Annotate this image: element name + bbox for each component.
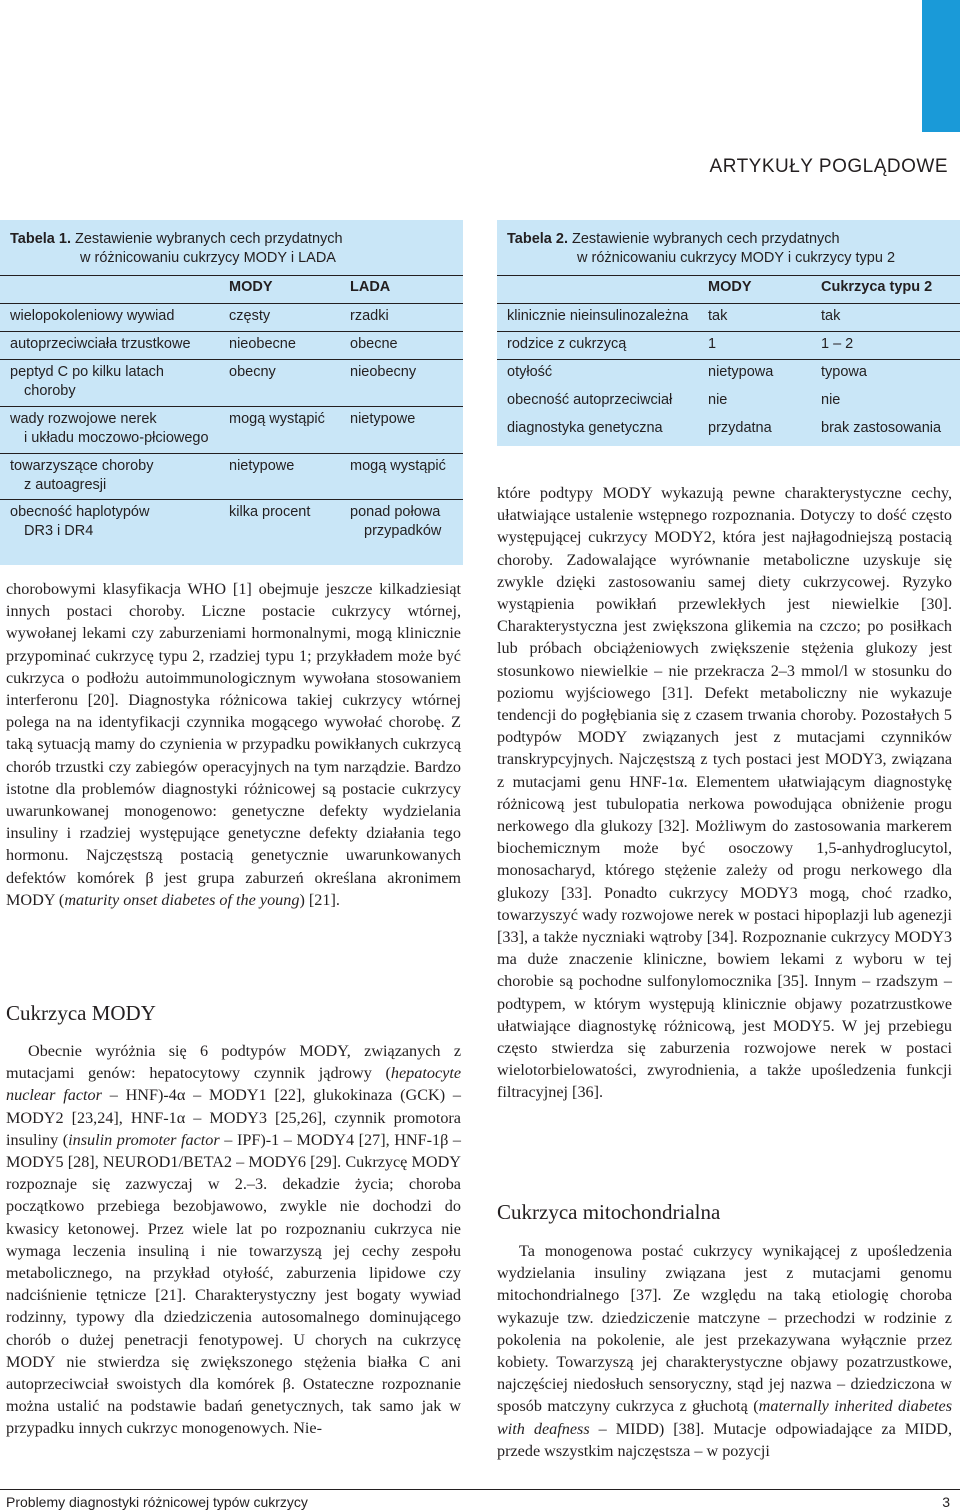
table-1-row-0-lada: rzadki — [350, 308, 389, 324]
table-1-row-3-lada: nietypowe — [350, 411, 416, 427]
table-1-col-mody: MODY — [229, 279, 273, 295]
table-2-rule-0 — [497, 331, 960, 332]
table-1-row-5-label-cont: DR3 i DR4 — [24, 523, 94, 539]
table-1-row-2-label-cont: choroby — [24, 383, 76, 399]
table-2-row-4-label: diagnostyka genetyczna — [507, 420, 663, 436]
table-2-row-3-type2: nie — [821, 392, 841, 408]
table-1-rule-head — [0, 303, 463, 304]
table-2-col-type2: Cukrzyca typu 2 — [821, 279, 933, 295]
left-para1-italic: maturity onset diabetes of the young — [64, 890, 300, 909]
table-1-row-5-mody: kilka procent — [229, 504, 311, 520]
table-2-rule-top — [497, 275, 960, 276]
left-para2-b: – HNF)-4α – MODY1 [22], glukokinaza (GCK) – MODY2 [23,24], HNF-1α – MODY3 [25,26], czynnik promotora insuliny ( — [6, 1086, 461, 1149]
footer-rule — [0, 1489, 960, 1490]
page-number: 3 — [942, 1494, 950, 1510]
table-2-row-0-mody: tak — [708, 308, 728, 324]
table-2-rule-1 — [497, 359, 960, 360]
table-1-row-1-mody: nieobecne — [229, 336, 296, 352]
left-para1-text: chorobowymi klasyfikacja WHO [1] obejmuje jeszcze kilkadziesiąt innych postaci choroby. Liczne postacie cukrzycy wtórnej, wywołanej lekami czy zaburzeniami hormonalnymi, mogą klinicznie przypominać cukrzycę typu 2, rzadziej typu 1; przykładem może być cukrzyca o podłożu autoimmunologicznym wywołana stosowaniem interferonu [20]. Diagnostyka różnicowa takiej cukrzycy wtórnej polega na na identyfikacji czynnika mogącego wywołać chorobę. Z taką sytuacją mamy do czynienia w przypadku powikłanych cukrzycą chorób trzustki czy zabiegów operacyjnych na tym narządzie. Bardzo istotne dla problemów diagnostyki różnicowej są postacie cukrzycy uwarunkowanej monogenowo: genetyczne defekty wydzielania insuliny i rzadziej występujące genetyczne defekty działania tego hormonu. Najczęstszą postacią genetycznie uwarunkowanych defektów komórek β jest grupa zaburzeń określana akronimem MODY ( — [6, 580, 461, 909]
table-2-col-mody: MODY — [708, 279, 752, 295]
table-1-row-4-label-cont: z autoagresji — [24, 477, 107, 493]
right-para2-italic: maternally inherited diabetes with deafness — [497, 1397, 952, 1438]
right-column-text — [497, 482, 952, 1104]
table-1 — [0, 220, 463, 565]
left-column-text — [6, 578, 461, 911]
table-1-row-1-lada: obecne — [350, 336, 398, 352]
table-1-rule-top — [0, 275, 463, 276]
table-2-row-0-label: klinicznie nieinsulinozależna — [507, 308, 689, 324]
table-1-row-3-label: wady rozwojowe nerek — [10, 411, 157, 427]
table-2-row-2-label: otyłość — [507, 364, 553, 380]
table-1-row-2-label: peptyd C po kilku latach — [10, 364, 164, 380]
table-1-row-4-mody: nietypowe — [229, 458, 295, 474]
right-paragraph-2 — [497, 1240, 952, 1462]
table-1-rule-3 — [0, 453, 463, 454]
table-1-row-0-label: wielopokoleniowy wywiad — [10, 308, 175, 324]
table-1-row-4-lada: mogą wystąpić — [350, 458, 446, 474]
footer-title: Problemy diagnostyki różnicowej typów cukrzycy — [6, 1494, 308, 1510]
left-para2-italic-2: insulin promoter factor — [68, 1130, 220, 1149]
table-2-row-1-mody: 1 — [708, 336, 717, 352]
table-1-row-2-mody: obecny — [229, 364, 276, 380]
table-2-row-0-type2: tak — [821, 308, 841, 324]
table-2-rule-head — [497, 303, 960, 304]
right-column-text-2 — [497, 1240, 952, 1462]
table-2-caption-line2: w różnicowaniu cukrzycy MODY i cukrzycy typu 2 — [577, 250, 896, 266]
table-1-row-5-lada-cont: przypadków — [364, 523, 442, 539]
table-1-rule-1 — [0, 359, 463, 360]
table-2-row-2-mody: nietypowa — [708, 364, 774, 380]
heading-mitochondrial: Cukrzyca mitochondrialna — [497, 1200, 721, 1224]
table-1-row-5-lada: ponad połowa — [350, 504, 441, 520]
table-2-row-4-mody: przydatna — [708, 420, 772, 436]
right-paragraph-1: które podtypy MODY wykazują pewne charakterystyczne cechy, ułatwiające ustalenie wstępnego rozpoznania. Dotyczy to dość często występującej cukrzycy MODY2, która jest najłagodniejszą postacią choroby. Zadowalające wyrównanie metaboliczne uzyskuje się zwykle dzięki zastosowaniu samej diety cukrzycowej. Ryzyko wystąpienia powikłań przewlekłych jest niewielkie [30]. Charakterystyczna jest zwiększona glikemia na czczo; po posiłkach lub próbach obciążeniowych zwiększenie stężenia glukozy jest stosunkowo niewielkie – nie przekracza 2–3 mmol/l w stosunku do poziomu wyjściowego [31]. Defekt metaboliczny nie wykazuje tendencji do pogłębiania się z czasem trwania choroby. Pozostałych 5 podtypów MODY związanych jest z mutacjami czynników transkrypcyjnych. Najczęstszą z tych postaci jest MODY3, związana z mutacjami genu HNF-1α. Elementem ułatwiającym diagnostykę różnicową jest tubulopatia nerkowa powodująca obniżenie progu nerkowego dla glukozy [32]. Możliwym do zastosowania markerem biochemicznym może być osoczowy 1,5-anhydroglucytol, monosacharyd, którego stężenie zależy od progu nerkowego dla glukozy [33]. Ponadto cukrzycy MODY3 mogą, choć rzadko, towarzyszyć wady rozwojowe nerek w postaci hipoplazji lub agenezji [33], a także nyczniaki wątroby [34]. Rozpoznanie cukrzycy MODY3 ma duże znaczenie kliniczne, bowiem lekami z wyboru w tej chorobie są pochodne sulfonylomocznika [35]. Innym – rzadszym – podtypem, w którym występują klinicznie objawy pozatrzustkowe ułatwiające diagnostykę różnicową, jest MODY5. W jej przebiegu często stwierdza się zaburzenia rozwojowe nerek w postaci wielotorbielowatości, zwyrodnienia, a także upośledzenia funkcji filtracyjnej [36]. — [497, 484, 952, 1102]
table-2-label: Tabela 2. — [507, 231, 568, 247]
left-paragraph-2 — [6, 1040, 461, 1440]
table-2-row-3-mody: nie — [708, 392, 728, 408]
table-1-row-1-label: autoprzeciwciała trzustkowe — [10, 336, 191, 352]
left-para2-a: Obecnie wyróżnia się 6 podtypów MODY, związanych z mutacjami genów: hepatocytowy czynnik jądrowy ( — [6, 1042, 461, 1083]
left-column-text-2 — [6, 1040, 461, 1440]
table-1-row-2-lada: nieobecny — [350, 364, 417, 380]
table-1-caption-line1: Zestawienie wybranych cech przydatnych — [75, 231, 343, 247]
section-label: ARTYKUŁY POGLĄDOWE — [709, 156, 948, 177]
table-1-label: Tabela 1. — [10, 231, 71, 247]
accent-bar — [922, 0, 960, 132]
table-2-row-1-type2: 1 – 2 — [821, 336, 854, 352]
left-paragraph-1 — [6, 578, 461, 911]
table-2-caption — [507, 230, 895, 268]
table-2-row-3-label: obecność autoprzeciwciał — [507, 392, 673, 408]
table-1-rule-0 — [0, 331, 463, 332]
left-para1-end: ) [21]. — [299, 890, 340, 909]
left-para2-italic-1: hepatocyte nuclear factor — [6, 1064, 461, 1105]
table-1-col-lada: LADA — [350, 279, 391, 295]
left-para2-c: – IPF)-1 – MODY4 [27], HNF-1β – MODY5 [28], NEUROD1/BETA2 – MODY6 [29]. Cukrzycę MODY rozpoznaje się zazwyczaj w 2.–3. dekadzie życia; choroba początkowo przebiega bezobjawowo, zwykle nie dochodzi do kwasicy ketonowej. Przez wiele lat po rozpoznaniu cukrzyca nie wymaga leczenia insuliną i nie towarzyszą jej cechy zespołu metabolicznego, na przykład otyłość, zaburzenia lipidowe czy nadciśnienie tętnicze [21]. Charakterystyczny jest bogaty wywiad rodzinny, typowy dla dziedziczenia autosomalnego dominującego chorób o dużej penetracji fenotypowej. U chorych na cukrzycę MODY nie stwierdza się zwiększonego stężenia białka C ani autoprzeciwciał swoistych dla komórek β. Ostateczne rozpoznanie można ustalić na podstawie badań genetycznych, tak samo jak w przypadku innych cukrzyc monogenowych. Nie- — [6, 1130, 461, 1438]
table-1-rule-4 — [0, 499, 463, 500]
table-2-row-2-type2: typowa — [821, 364, 867, 380]
table-2-row-4-type2: brak zastosowania — [821, 420, 942, 436]
table-1-row-5-label: obecność haplotypów — [10, 504, 150, 520]
right-para2-b: – MIDD) [38]. Mutacje odpowiadające za MIDD, przede wszystkim najczęstsza – w pozycji — [497, 1419, 952, 1460]
table-1-row-3-label-cont: i układu moczowo-płciowego — [24, 430, 209, 446]
table-2-row-1-label: rodzice z cukrzycą — [507, 336, 627, 352]
table-1-caption-line2: w różnicowaniu cukrzycy MODY i LADA — [80, 250, 336, 266]
table-1-row-4-label: towarzyszące choroby — [10, 458, 154, 474]
right-para2-a: Ta monogenowa postać cukrzycy wynikającej z upośledzenia wydzielania insuliny związana jest z mutacjami genomu mitochondrialnego [37]. Ze względu na taką etiologię choroba wykazuje tzw. dziedziczenie matczyne – przechodzi w rodzinie z pokolenia na pokolenie, ale jest przekazywana wyłącznie przez kobiety. Towarzyszą jej charakterystyczne objawy pozatrzustkowe, najczęściej niedosłuch sensoryczny, stąd jej nazwa – dziedziczona w sposób matczyny cukrzyca z głuchotą ( — [497, 1242, 952, 1416]
heading-mody: Cukrzyca MODY — [6, 1001, 156, 1025]
table-1-rule-2 — [0, 406, 463, 407]
table-1-caption — [10, 230, 343, 268]
table-2-caption-line1: Zestawienie wybranych cech przydatnych — [572, 231, 840, 247]
table-1-row-3-mody: mogą wystąpić — [229, 411, 325, 427]
table-1-row-0-mody: częsty — [229, 308, 271, 324]
table-2 — [497, 220, 960, 446]
